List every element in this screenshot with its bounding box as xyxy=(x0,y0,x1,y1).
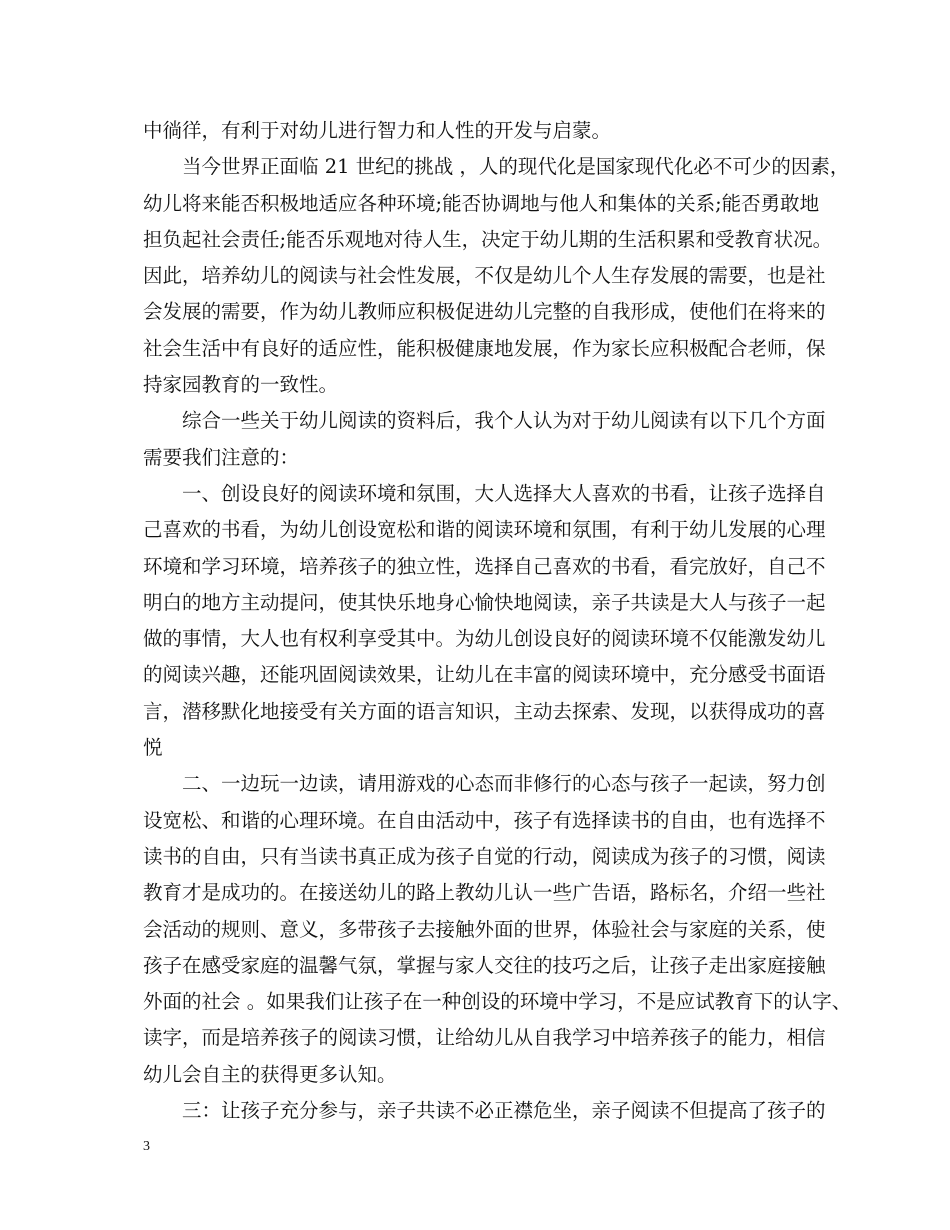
text-line: 环境和学习环境，培养孩子的独立性，选择自己喜欢的书看，看完放好，自己不 xyxy=(143,554,826,578)
page-number: 3 xyxy=(143,1139,150,1154)
text-line: 言，潜移默化地接受有关方面的语言知识，主动去探索、发现，以获得成功的喜 xyxy=(143,699,826,723)
text-line: 一、创设良好的阅读环境和氛围，大人选择大人喜欢的书看，让孩子选择自 xyxy=(143,481,826,505)
text-line: 会发展的需要，作为幼儿教师应积极促进幼儿完整的自我形成，使他们在将来的 xyxy=(143,300,826,324)
text-line: 读字，而是培养孩子的阅读习惯，让给幼儿从自我学习中培养孩子的能力，相信 xyxy=(143,1026,826,1050)
text-line: 需要我们注意的： xyxy=(143,445,300,469)
text-line: 教育才是成功的。在接送幼儿的路上教幼儿认一些广告语，路标名，介绍一些社 xyxy=(143,881,826,905)
text-line: 读书的自由，只有当读书真正成为孩子自觉的行动，阅读成为孩子的习惯，阅读 xyxy=(143,844,826,868)
body-text xyxy=(143,113,852,1129)
text-line: 会活动的规则、意义，多带孩子去接触外面的世界，体验社会与家庭的关系，使 xyxy=(143,917,826,941)
text-line: 综合一些关于幼儿阅读的资料后，我个人认为对于幼儿阅读有以下几个方面 xyxy=(143,409,826,433)
text-line: 担负起社会责任;能否乐观地对待人生，决定于幼儿期的生活积累和受教育状况。 xyxy=(143,227,833,251)
text-line: 幼儿会自主的获得更多认知。 xyxy=(143,1062,397,1086)
text-line: 悦 xyxy=(143,736,163,760)
text-line: 中徜徉，有利于对幼儿进行智力和人性的开发与启蒙。 xyxy=(143,119,612,142)
text-line: 幼儿将来能否积极地适应各种环境;能否协调地与他人和集体的关系;能否勇敢地 xyxy=(143,191,820,215)
text-line: 做的事情，大人也有权利享受其中。为幼儿创设良好的阅读环境不仅能激发幼儿 xyxy=(143,627,826,651)
text-line: 当今世界正面临 21 世纪的挑战 ，人的现代化是国家现代化必不可少的因素， xyxy=(143,155,850,179)
text-line: 孩子在感受家庭的温馨气氛，掌握与家人交往的技巧之后，让孩子走出家庭接触 xyxy=(143,953,826,977)
text-line: 持家园教育的一致性。 xyxy=(143,373,339,397)
text-line: 己喜欢的书看，为幼儿创设宽松和谐的阅读环境和氛围，有利于幼儿发展的心理 xyxy=(143,518,826,542)
text-line: 二、一边玩一边读，请用游戏的心态而非修行的心态与孩子一起读，努力创 xyxy=(143,772,826,796)
text-line: 的阅读兴趣，还能巩固阅读效果，让幼儿在丰富的阅读环境中，充分感受书面语 xyxy=(143,663,826,687)
text-line: 社会生活中有良好的适应性，能积极健康地发展，作为家长应积极配合老师，保 xyxy=(143,336,826,360)
text-line: 明白的地方主动提问，使其快乐地身心愉快地阅读，亲子共读是大人与孩子一起 xyxy=(143,590,826,614)
text-line: 设宽松、和谐的心理环境。在自由活动中，孩子有选择读书的自由，也有选择不 xyxy=(143,808,826,832)
text-line: 外面的社会 。如果我们让孩子在一种创设的环境中学习，不是应试教育下的认字、 xyxy=(143,990,852,1014)
text-line: 因此，培养幼儿的阅读与社会性发展，不仅是幼儿个人生存发展的需要，也是社 xyxy=(143,264,826,288)
text-line: 三：让孩子充分参与，亲子共读不必正襟危坐，亲子阅读不但提高了孩子的 xyxy=(143,1099,826,1123)
